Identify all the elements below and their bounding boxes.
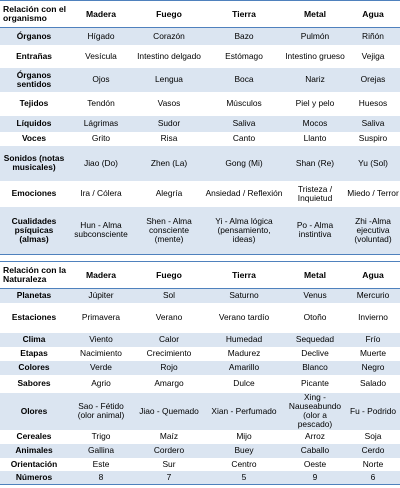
- row-label: Cualidades psíquicas (almas): [0, 207, 68, 255]
- cell: Sequedad: [284, 333, 346, 347]
- cell: Tendón: [68, 92, 134, 116]
- col-header-agua: Agua: [346, 262, 400, 289]
- organism-corner-label: Relación con el organismo: [0, 1, 68, 28]
- cell: Bazo: [204, 28, 284, 45]
- row-label: Órganos sentidos: [0, 68, 68, 92]
- row-label: Etapas: [0, 347, 68, 361]
- cell: Centro: [204, 458, 284, 471]
- row-label: Sabores: [0, 375, 68, 393]
- cell: Pulmón: [284, 28, 346, 45]
- cell: Buey: [204, 444, 284, 458]
- cell: Orejas: [346, 68, 400, 92]
- col-header-tierra: Tierra: [204, 262, 284, 289]
- nature-corner-label: Relación con la Naturaleza: [0, 262, 68, 289]
- table-row: [0, 444, 400, 458]
- table-row: [0, 393, 400, 430]
- cell: Yi - Alma lógica (pensamiento, ideas): [204, 207, 284, 255]
- nature-table: [0, 261, 400, 485]
- cell: 7: [134, 471, 204, 485]
- cell: Saturno: [204, 289, 284, 303]
- cell: Intestino delgado: [134, 45, 204, 68]
- cell: Vejiga: [346, 45, 400, 68]
- cell: Norte: [346, 458, 400, 471]
- cell: Nariz: [284, 68, 346, 92]
- cell: Verano: [134, 303, 204, 333]
- cell: Invierno: [346, 303, 400, 333]
- cell: 5: [204, 471, 284, 485]
- cell: Amargo: [134, 375, 204, 393]
- cell: Mercurio: [346, 289, 400, 303]
- cell: Huesos: [346, 92, 400, 116]
- row-label: Colores: [0, 361, 68, 375]
- row-label: Clima: [0, 333, 68, 347]
- cell: Declive: [284, 347, 346, 361]
- cell: Madurez: [204, 347, 284, 361]
- cell: Piel y pelo: [284, 92, 346, 116]
- col-header-tierra: Tierra: [204, 1, 284, 28]
- cell: Agrio: [68, 375, 134, 393]
- row-label: Olores: [0, 393, 68, 430]
- col-header-metal: Metal: [284, 262, 346, 289]
- cell: Mijo: [204, 430, 284, 444]
- nature-header-row: [0, 262, 400, 289]
- table-row: [0, 289, 400, 303]
- table-row: [0, 361, 400, 375]
- cell: Saliva: [346, 116, 400, 132]
- cell: Trigo: [68, 430, 134, 444]
- row-label: Cereales: [0, 430, 68, 444]
- cell: Caballo: [284, 444, 346, 458]
- col-header-metal: Metal: [284, 1, 346, 28]
- cell: Dulce: [204, 375, 284, 393]
- cell: Hígado: [68, 28, 134, 45]
- cell: Boca: [204, 68, 284, 92]
- row-label: Orientación: [0, 458, 68, 471]
- col-header-madera: Madera: [68, 262, 134, 289]
- cell: Gong (Mi): [204, 146, 284, 181]
- cell: Vasos: [134, 92, 204, 116]
- cell: Oeste: [284, 458, 346, 471]
- cell: Lágrimas: [68, 116, 134, 132]
- cell: Muerte: [346, 347, 400, 361]
- cell: Este: [68, 458, 134, 471]
- organism-header-row: [0, 1, 400, 28]
- cell: Sao - Fétido (olor animal): [68, 393, 134, 430]
- cell: Crecimiento: [134, 347, 204, 361]
- cell: Zhi -Alma ejecutiva (voluntad): [346, 207, 400, 255]
- cell: Otoño: [284, 303, 346, 333]
- row-label: Voces: [0, 132, 68, 146]
- row-label: Animales: [0, 444, 68, 458]
- row-label: Estaciones: [0, 303, 68, 333]
- row-label: Tejidos: [0, 92, 68, 116]
- table-row: [0, 132, 400, 146]
- cell: Hun - Alma subconsciente: [68, 207, 134, 255]
- cell: Ira / Cólera: [68, 181, 134, 207]
- cell: Shen - Alma consciente (mente): [134, 207, 204, 255]
- cell: Tristeza / Inquietud: [284, 181, 346, 207]
- cell: 8: [68, 471, 134, 485]
- cell: Grito: [68, 132, 134, 146]
- table-row: [0, 458, 400, 471]
- cell: Sur: [134, 458, 204, 471]
- cell: Humedad: [204, 333, 284, 347]
- cell: Negro: [346, 361, 400, 375]
- cell: Primavera: [68, 303, 134, 333]
- cell: Soja: [346, 430, 400, 444]
- table-row: [0, 430, 400, 444]
- cell: Lengua: [134, 68, 204, 92]
- cell: Venus: [284, 289, 346, 303]
- cell: Sol: [134, 289, 204, 303]
- cell: Miedo / Terror: [346, 181, 400, 207]
- cell: Salado: [346, 375, 400, 393]
- table-row: [0, 333, 400, 347]
- cell: Cerdo: [346, 444, 400, 458]
- table-row: [0, 207, 400, 255]
- cell: Vesícula: [68, 45, 134, 68]
- cell: Ansiedad / Reflexión: [204, 181, 284, 207]
- table-row: [0, 471, 400, 485]
- cell: Xian - Perfumado: [204, 393, 284, 430]
- table-row: [0, 146, 400, 181]
- table-row: [0, 181, 400, 207]
- cell: Shan (Re): [284, 146, 346, 181]
- row-label: Emociones: [0, 181, 68, 207]
- cell: Zhen (La): [134, 146, 204, 181]
- cell: Blanco: [284, 361, 346, 375]
- cell: Viento: [68, 333, 134, 347]
- cell: Calor: [134, 333, 204, 347]
- cell: Gallina: [68, 444, 134, 458]
- cell: Cordero: [134, 444, 204, 458]
- col-header-madera: Madera: [68, 1, 134, 28]
- table-row: [0, 375, 400, 393]
- cell: Picante: [284, 375, 346, 393]
- cell: Sudor: [134, 116, 204, 132]
- cell: Amarillo: [204, 361, 284, 375]
- col-header-fuego: Fuego: [134, 1, 204, 28]
- col-header-fuego: Fuego: [134, 262, 204, 289]
- cell: Corazón: [134, 28, 204, 45]
- cell: Nacimiento: [68, 347, 134, 361]
- cell: Verde: [68, 361, 134, 375]
- cell: Riñón: [346, 28, 400, 45]
- cell: Canto: [204, 132, 284, 146]
- table-row: [0, 45, 400, 68]
- cell: Fu - Podrido: [346, 393, 400, 430]
- cell: Jiao - Quemado: [134, 393, 204, 430]
- col-header-agua: Agua: [346, 1, 400, 28]
- cell: Po - Alma instintiva: [284, 207, 346, 255]
- cell: Arroz: [284, 430, 346, 444]
- cell: Ojos: [68, 68, 134, 92]
- cell: Músculos: [204, 92, 284, 116]
- cell: Mocos: [284, 116, 346, 132]
- cell: Saliva: [204, 116, 284, 132]
- table-row: [0, 92, 400, 116]
- cell: Intestino grueso: [284, 45, 346, 68]
- cell: Frío: [346, 333, 400, 347]
- row-label: Números: [0, 471, 68, 485]
- cell: Estómago: [204, 45, 284, 68]
- table-row: [0, 347, 400, 361]
- table-row: [0, 303, 400, 333]
- row-label: Planetas: [0, 289, 68, 303]
- table-row: [0, 68, 400, 92]
- cell: Llanto: [284, 132, 346, 146]
- table-row: [0, 28, 400, 45]
- cell: Risa: [134, 132, 204, 146]
- row-label: Órganos: [0, 28, 68, 45]
- cell: 9: [284, 471, 346, 485]
- cell: Júpiter: [68, 289, 134, 303]
- row-label: Entrañas: [0, 45, 68, 68]
- row-label: Sonidos (notas musicales): [0, 146, 68, 181]
- cell: Rojo: [134, 361, 204, 375]
- cell: Alegría: [134, 181, 204, 207]
- cell: 6: [346, 471, 400, 485]
- cell: Jiao (Do): [68, 146, 134, 181]
- table-row: [0, 116, 400, 132]
- cell: Suspiro: [346, 132, 400, 146]
- cell: Maíz: [134, 430, 204, 444]
- cell: Xing - Nauseabundo (olor a pescado): [284, 393, 346, 430]
- cell: Verano tardío: [204, 303, 284, 333]
- row-label: Líquidos: [0, 116, 68, 132]
- cell: Yu (Sol): [346, 146, 400, 181]
